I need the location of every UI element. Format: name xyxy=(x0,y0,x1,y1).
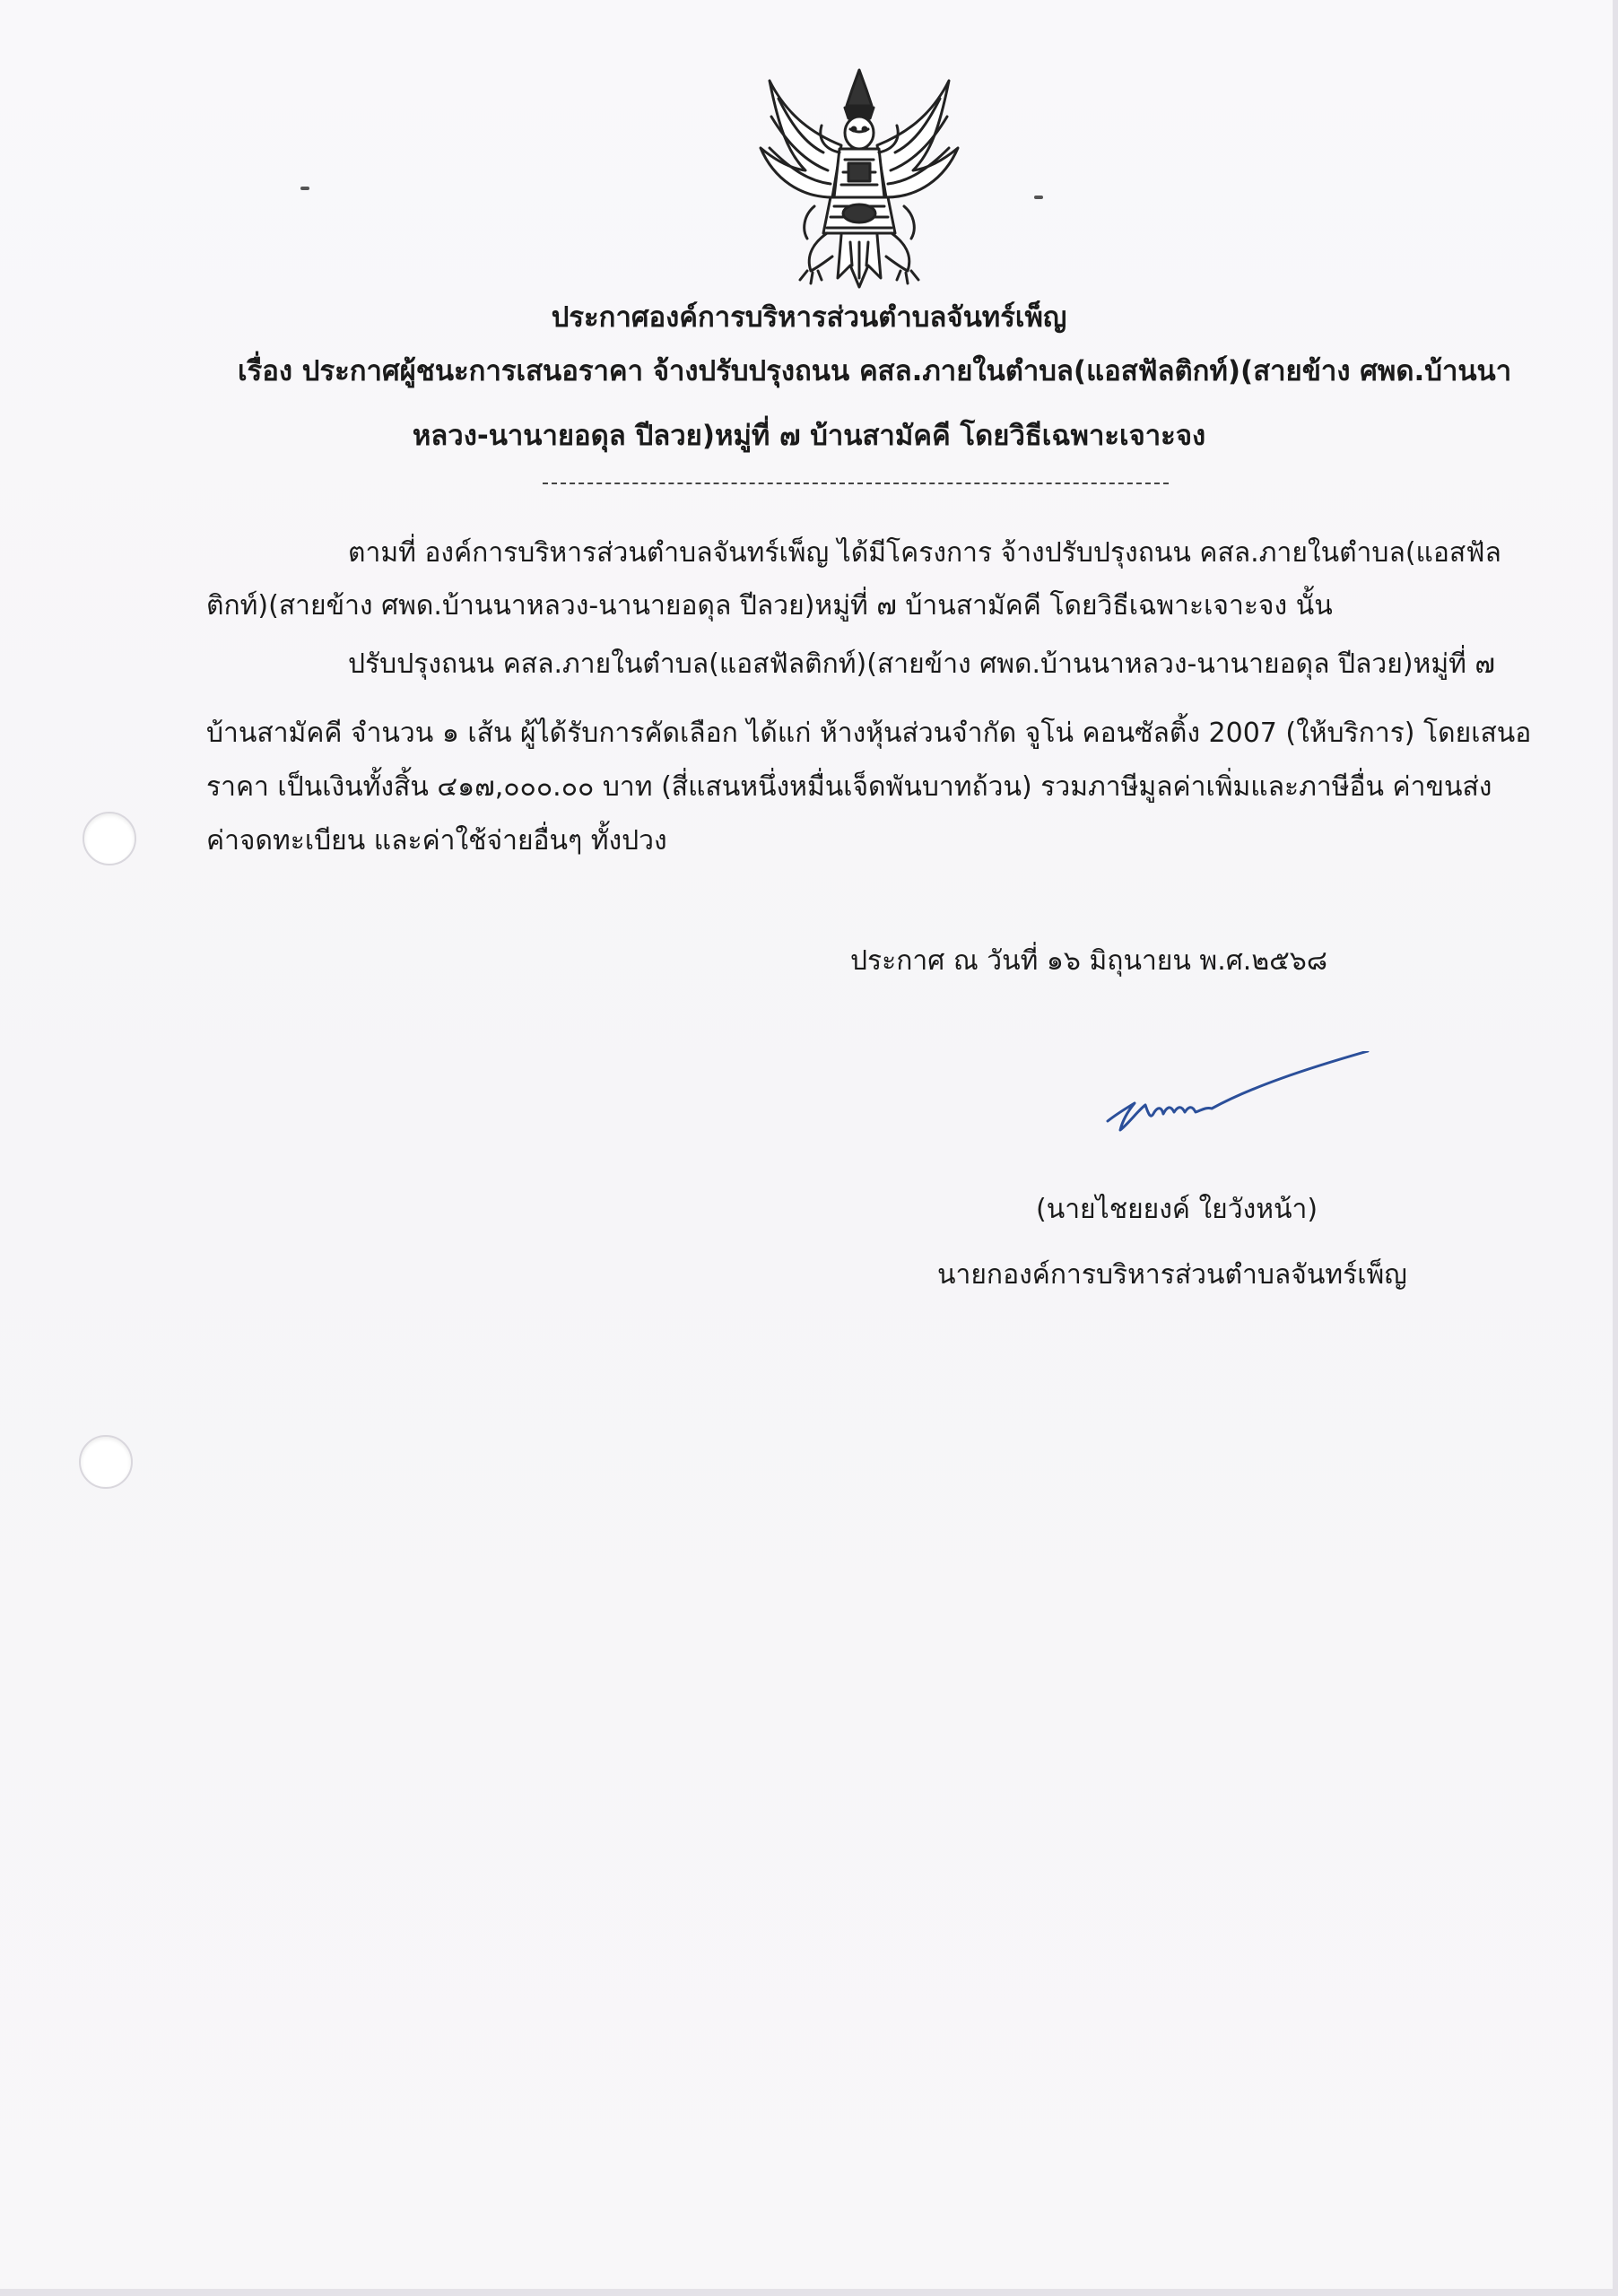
signer-position: นายกองค์การบริหารส่วนตำบลจันทร์เพ็ญ xyxy=(937,1259,1407,1291)
scan-speck-left xyxy=(300,187,309,190)
announcement-date: ประกาศ ณ วันที่ ๑๖ มิถุนายน พ.ศ.๒๕๖๘ xyxy=(850,945,1327,977)
subject-line-2: หลวง-นานายอดุล ปีลวย)หมู่ที่ ๗ บ้านสามัคคี โดยวิธีเฉพาะเจาะจง xyxy=(412,420,1206,452)
page-edge-bottom xyxy=(0,2289,1618,2296)
garuda-emblem-icon xyxy=(752,63,967,296)
scan-speck-right xyxy=(1034,196,1043,199)
subject-line-1: เรื่อง ประกาศผู้ชนะการเสนอราคา จ้างปรับปรุงถนน คสล.ภายในตำบล(แอสฟัลติกท์)(สายข้าง ศพด.บ้านนา xyxy=(238,355,1512,387)
paragraph-1-line-2: ติกท์)(สายข้าง ศพด.บ้านนาหลวง-นานายอดุล ปีลวย)หมู่ที่ ๗ บ้านสามัคคี โดยวิธีเฉพาะเจาะจง นั้น xyxy=(206,590,1333,622)
paragraph-1-line-1: ตามที่ องค์การบริหารส่วนตำบลจันทร์เพ็ญ ได้มีโครงการ จ้างปรับปรุงถนน คสล.ภายในตำบล(แอสฟัล xyxy=(348,537,1501,569)
punch-hole-bottom xyxy=(79,1435,133,1489)
paragraph-2-line-3: ราคา เป็นเงินทั้งสิ้น ๔๑๗,๐๐๐.๐๐ บาท (สี่แสนหนึ่งหมื่นเจ็ดพันบาทถ้วน) รวมภาษีมูลค่าเพิ่มและภาษีอื่น ค่าขนส่ง xyxy=(206,771,1492,803)
punch-hole-top xyxy=(83,812,136,865)
page-edge-right xyxy=(1613,0,1618,2296)
announcement-title: ประกาศองค์การบริหารส่วนตำบลจันทร์เพ็ญ xyxy=(551,301,1067,334)
handwritten-signature xyxy=(1099,1051,1386,1141)
signer-name: (นายไชยยงค์ ใยวังหน้า) xyxy=(1036,1194,1318,1225)
paragraph-2-line-4: ค่าจดทะเบียน และค่าใช้จ่ายอื่นๆ ทั้งปวง xyxy=(206,825,667,857)
paragraph-2-line-1: ปรับปรุงถนน คสล.ภายในตำบล(แอสฟัลติกท์)(สายข้าง ศพด.บ้านนาหลวง-นานายอดุล ปีลวย)หมู่ที่ ๗ xyxy=(348,648,1495,680)
paragraph-2-line-2: บ้านสามัคคี จำนวน ๑ เส้น ผู้ได้รับการคัดเลือก ได้แก่ ห้างหุ้นส่วนจำกัด จูโน่ คอนซัลติ้ง 2007 (ให้บริการ) โดยเสนอ xyxy=(206,718,1532,749)
title-separator xyxy=(543,483,1169,484)
